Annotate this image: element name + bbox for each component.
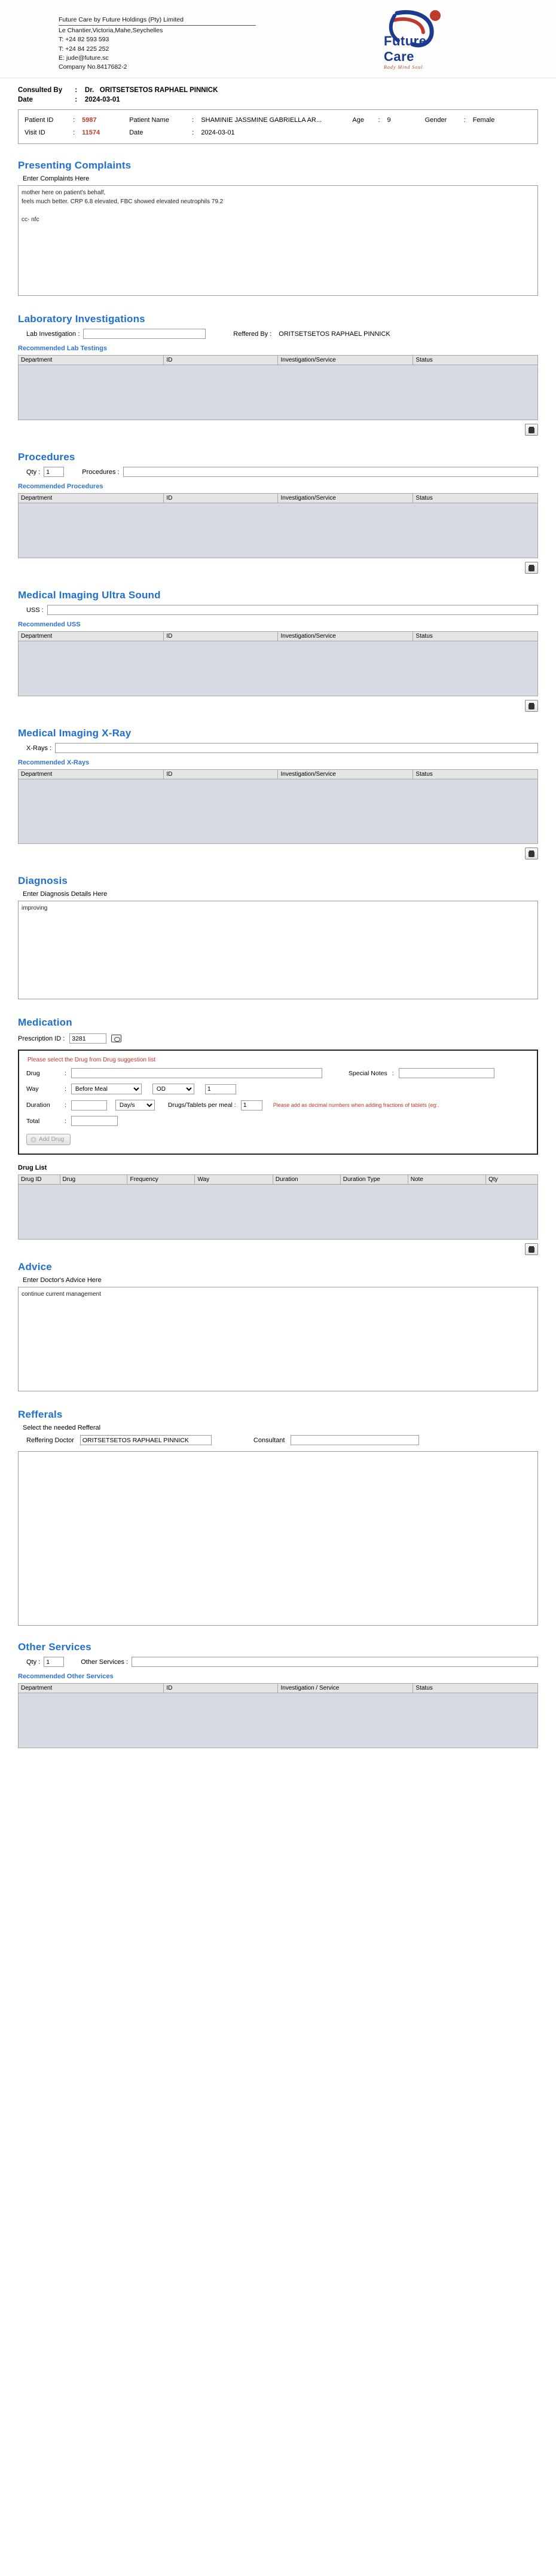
drug-col-note: Note (408, 1175, 485, 1185)
frequency-select[interactable] (152, 1084, 194, 1094)
other-services-entry-row (18, 1657, 538, 1667)
uss-table-header (18, 631, 538, 641)
uss-entry-row (18, 605, 538, 615)
drug-col-drug: Drug (60, 1175, 127, 1185)
patient-name-colon: : (192, 117, 194, 124)
patient-age-value: 9 (387, 117, 391, 124)
procedures-col-service: Investigation/Service (278, 494, 413, 503)
patient-id-label: Patient ID (25, 117, 54, 124)
doctor-prefix: Dr. (84, 87, 94, 94)
delete-uss-button[interactable] (525, 700, 538, 712)
lab-investigation-row (18, 329, 538, 339)
advice-sublabel: Enter Doctor's Advice Here (23, 1277, 102, 1284)
consult-date-colon: : (75, 96, 78, 104)
drug-list-table-header (18, 1174, 538, 1185)
decimal-note: Please add as decimal numbers when adding fractions of tablets (eg:. (273, 1102, 439, 1109)
consulting-doctor-name: ORITSETSETOS RAPHAEL PINNICK (99, 87, 218, 94)
table-header-row (19, 1684, 538, 1693)
clinic-company-no: Company No.8417682-2 (59, 63, 127, 71)
per-meal-label: Drugs/Tablets per meal : (167, 1102, 236, 1109)
other-services-qty-input[interactable] (44, 1657, 64, 1667)
clinic-phone-1: T: +24 82 593 593 (59, 36, 109, 44)
lab-col-department: Department (19, 356, 164, 365)
other-col-status: Status (413, 1684, 538, 1693)
drug-input[interactable] (71, 1068, 322, 1078)
medical-imaging-uss-title: Medical Imaging Ultra Sound (18, 589, 161, 601)
duration-label: Duration (26, 1102, 50, 1109)
drug-col-qty: Qty (486, 1175, 538, 1185)
duration-colon: : (65, 1102, 66, 1109)
recommended-procedures-label: Recommended Procedures (18, 483, 103, 491)
prescription-id-row (18, 1033, 538, 1044)
other-services-qty-label: Qty : (26, 1658, 41, 1666)
clinic-info-block (17, 8, 256, 72)
lab-investigation-input[interactable] (83, 329, 206, 339)
consultant-label: Consultant (253, 1436, 285, 1444)
patient-name-label: Patient Name (129, 117, 169, 124)
prescription-id-label: Prescription ID : (18, 1035, 65, 1042)
company-logo (360, 8, 473, 70)
uss-col-service: Investigation/Service (278, 632, 413, 641)
xray-table-header (18, 769, 538, 779)
uss-input[interactable] (47, 605, 538, 615)
diagnosis-title: Diagnosis (18, 875, 68, 887)
recommended-uss-label: Recommended USS (18, 621, 81, 629)
xray-input[interactable] (55, 743, 538, 753)
uss-col-status: Status (413, 632, 538, 641)
recommended-xrays-label: Recommended X-Rays (18, 759, 90, 767)
consulted-by-label: Consulted By (18, 87, 63, 94)
duration-row (26, 1100, 530, 1110)
table-header-row (19, 356, 538, 365)
other-col-id: ID (164, 1684, 278, 1693)
lab-results-table-header (18, 355, 538, 365)
drug-delete-row (18, 1243, 538, 1255)
special-notes-label: Special Notes (348, 1069, 387, 1077)
uss-table-body[interactable] (18, 641, 538, 696)
patient-summary-box (18, 109, 538, 144)
duration-input[interactable] (71, 1100, 107, 1110)
visit-id-value: 11574 (82, 129, 100, 137)
medication-title: Medication (18, 1017, 72, 1029)
table-header-row (19, 632, 538, 641)
refferals-panel[interactable] (18, 1451, 538, 1626)
frequency-qty-input[interactable] (205, 1084, 236, 1094)
procedures-delete-row (18, 562, 538, 574)
consultant-input[interactable] (291, 1435, 419, 1445)
total-row (26, 1116, 530, 1126)
refferals-title: Refferals (18, 1409, 63, 1421)
drug-list-table-body[interactable] (18, 1185, 538, 1240)
drug-row (26, 1068, 530, 1078)
lab-col-id: ID (164, 356, 278, 365)
patient-age-colon: : (378, 117, 380, 124)
duration-unit-select[interactable] (115, 1100, 155, 1110)
patient-gender-label: Gender (424, 117, 447, 124)
lab-referred-by-value: ORITSETSETOS RAPHAEL PINNICK (279, 330, 390, 338)
way-label: Way (26, 1085, 39, 1093)
other-services-input[interactable] (132, 1657, 538, 1667)
total-label: Total (26, 1117, 40, 1125)
complaints-sublabel: Enter Complaints Here (23, 175, 90, 183)
laboratory-investigations-title: Laboratory Investigations (18, 313, 145, 325)
xray-col-department: Department (19, 770, 164, 779)
visit-date-colon: : (192, 129, 194, 137)
procedures-col-status: Status (413, 494, 538, 503)
special-notes-colon: : (392, 1069, 394, 1077)
table-header-row (19, 770, 538, 779)
patient-age-label: Age (352, 117, 364, 124)
procedures-col-id: ID (164, 494, 278, 503)
xray-field-label: X-Rays : (26, 744, 52, 752)
clinic-address: Le Chantier,Victoria,Mahe,Seychelles (59, 27, 163, 35)
patient-name-value: SHAMINIE JASSMINE GABRIELLA AR... (201, 117, 322, 124)
procedures-entry-row (18, 467, 538, 477)
drug-selection-warning: Please select the Drug from Drug suggestion list (28, 1057, 155, 1064)
drug-list-title: Drug List (18, 1164, 47, 1172)
refferals-entry-row (18, 1435, 538, 1445)
clinic-email: E: jude@future.sc (59, 54, 109, 62)
procedures-title: Procedures (18, 451, 75, 463)
diagnosis-textarea[interactable] (18, 901, 538, 999)
medication-entry-panel (18, 1050, 538, 1155)
patient-id-colon: : (73, 117, 75, 124)
recommended-lab-testings-label: Recommended Lab Testings (18, 345, 107, 353)
presenting-complaints-title: Presenting Complaints (18, 160, 132, 172)
consult-date-row (18, 96, 538, 103)
logo-tagline: Body Mind Soul (384, 65, 423, 70)
delete-xray-button[interactable] (525, 848, 538, 859)
procedures-field-label: Procedures : (82, 468, 120, 476)
drug-col-frequency: Frequency (127, 1175, 195, 1185)
delete-procedure-button[interactable] (525, 562, 538, 574)
consulted-by-row (18, 87, 538, 94)
other-col-service: Investigation / Service (278, 1684, 413, 1693)
logo-word-future: Future (384, 33, 427, 48)
logo-wordmark (384, 33, 426, 70)
scan-icon[interactable] (111, 1035, 121, 1042)
patient-row-2 (25, 127, 531, 139)
drug-col-duration-type: Duration Type (340, 1175, 408, 1185)
lab-results-table-body[interactable] (18, 365, 538, 420)
drug-col-id: Drug ID (19, 1175, 60, 1185)
medical-imaging-xray-title: Medical Imaging X-Ray (18, 727, 132, 739)
uss-field-label: USS : (26, 606, 44, 614)
per-meal-input[interactable] (241, 1100, 262, 1110)
delete-drug-button[interactable] (525, 1243, 538, 1255)
advice-textarea[interactable] (18, 1287, 538, 1391)
clinic-name: Future Care by Future Holdings (Pty) Limited (59, 16, 256, 26)
trash-icon (528, 850, 534, 857)
other-services-field-label: Other Services : (81, 1658, 129, 1666)
other-col-department: Department (19, 1684, 164, 1693)
drug-label: Drug (26, 1069, 40, 1077)
way-row (26, 1084, 530, 1094)
xray-col-status: Status (413, 770, 538, 779)
page-header (0, 0, 556, 78)
reffering-doctor-label: Reffering Doctor (26, 1436, 74, 1444)
refferals-sublabel: Select the needed Refferal (23, 1424, 101, 1432)
xray-col-id: ID (164, 770, 278, 779)
xray-delete-row (18, 848, 538, 859)
recommended-other-services-label: Recommended Other Services (18, 1673, 114, 1681)
way-select[interactable] (71, 1084, 142, 1094)
visit-id-colon: : (73, 129, 75, 137)
table-header-row (19, 494, 538, 503)
reffering-doctor-input[interactable] (80, 1435, 212, 1445)
trash-icon (528, 1246, 534, 1253)
drug-colon: : (65, 1069, 66, 1077)
uss-col-department: Department (19, 632, 164, 641)
consulted-by-colon: : (75, 87, 78, 94)
patient-row-1 (25, 114, 531, 127)
visit-date-value: 2024-03-01 (201, 129, 235, 137)
prescription-id-input[interactable] (69, 1033, 106, 1044)
procedures-table-body[interactable] (18, 503, 538, 558)
patient-gender-value: Female (472, 117, 495, 124)
visit-date-label: Date (129, 129, 143, 137)
trash-icon (528, 703, 534, 709)
lab-referred-by-label: Reffered By : (233, 330, 272, 338)
lab-col-status: Status (413, 356, 538, 365)
other-services-table-header (18, 1683, 538, 1693)
patient-id-value: 5987 (82, 117, 97, 124)
procedures-qty-input[interactable] (44, 467, 64, 477)
drug-col-duration: Duration (273, 1175, 340, 1185)
lab-investigation-label: Lab Investigation : (26, 330, 80, 338)
total-input[interactable] (71, 1116, 118, 1126)
patient-gender-colon: : (463, 117, 466, 124)
procedures-qty-label: Qty : (26, 468, 41, 476)
uss-delete-row (18, 700, 538, 712)
advice-title: Advice (18, 1261, 52, 1273)
delete-lab-button[interactable] (525, 424, 538, 436)
procedures-table-header (18, 493, 538, 503)
add-drug-button[interactable] (26, 1134, 71, 1145)
visit-id-label: Visit ID (25, 129, 45, 137)
plus-icon: + (30, 1137, 36, 1143)
table-header-row (19, 1175, 538, 1185)
special-notes-input[interactable] (399, 1068, 494, 1078)
lab-col-service: Investigation/Service (278, 356, 413, 365)
complaints-textarea[interactable] (18, 185, 538, 296)
procedures-col-department: Department (19, 494, 164, 503)
trash-icon (528, 565, 534, 571)
diagnosis-sublabel: Enter Diagnosis Details Here (23, 891, 108, 898)
xray-entry-row (18, 743, 538, 753)
way-colon: : (65, 1085, 66, 1093)
other-services-table-body[interactable] (18, 1693, 538, 1748)
logo-word-care: Care (384, 49, 414, 64)
add-drug-button-label: Add Drug (39, 1136, 65, 1143)
total-colon: : (65, 1117, 66, 1125)
other-services-title: Other Services (18, 1641, 91, 1653)
consult-date-value: 2024-03-01 (84, 96, 120, 104)
xray-col-service: Investigation/Service (278, 770, 413, 779)
trash-icon (528, 427, 534, 433)
xray-table-body[interactable] (18, 779, 538, 844)
procedures-input[interactable] (123, 467, 538, 477)
consult-date-label: Date (18, 96, 33, 104)
uss-col-id: ID (164, 632, 278, 641)
drug-col-way: Way (195, 1175, 273, 1185)
lab-delete-row (18, 424, 538, 436)
clinic-phone-2: T: +24 84 225 252 (59, 45, 109, 53)
